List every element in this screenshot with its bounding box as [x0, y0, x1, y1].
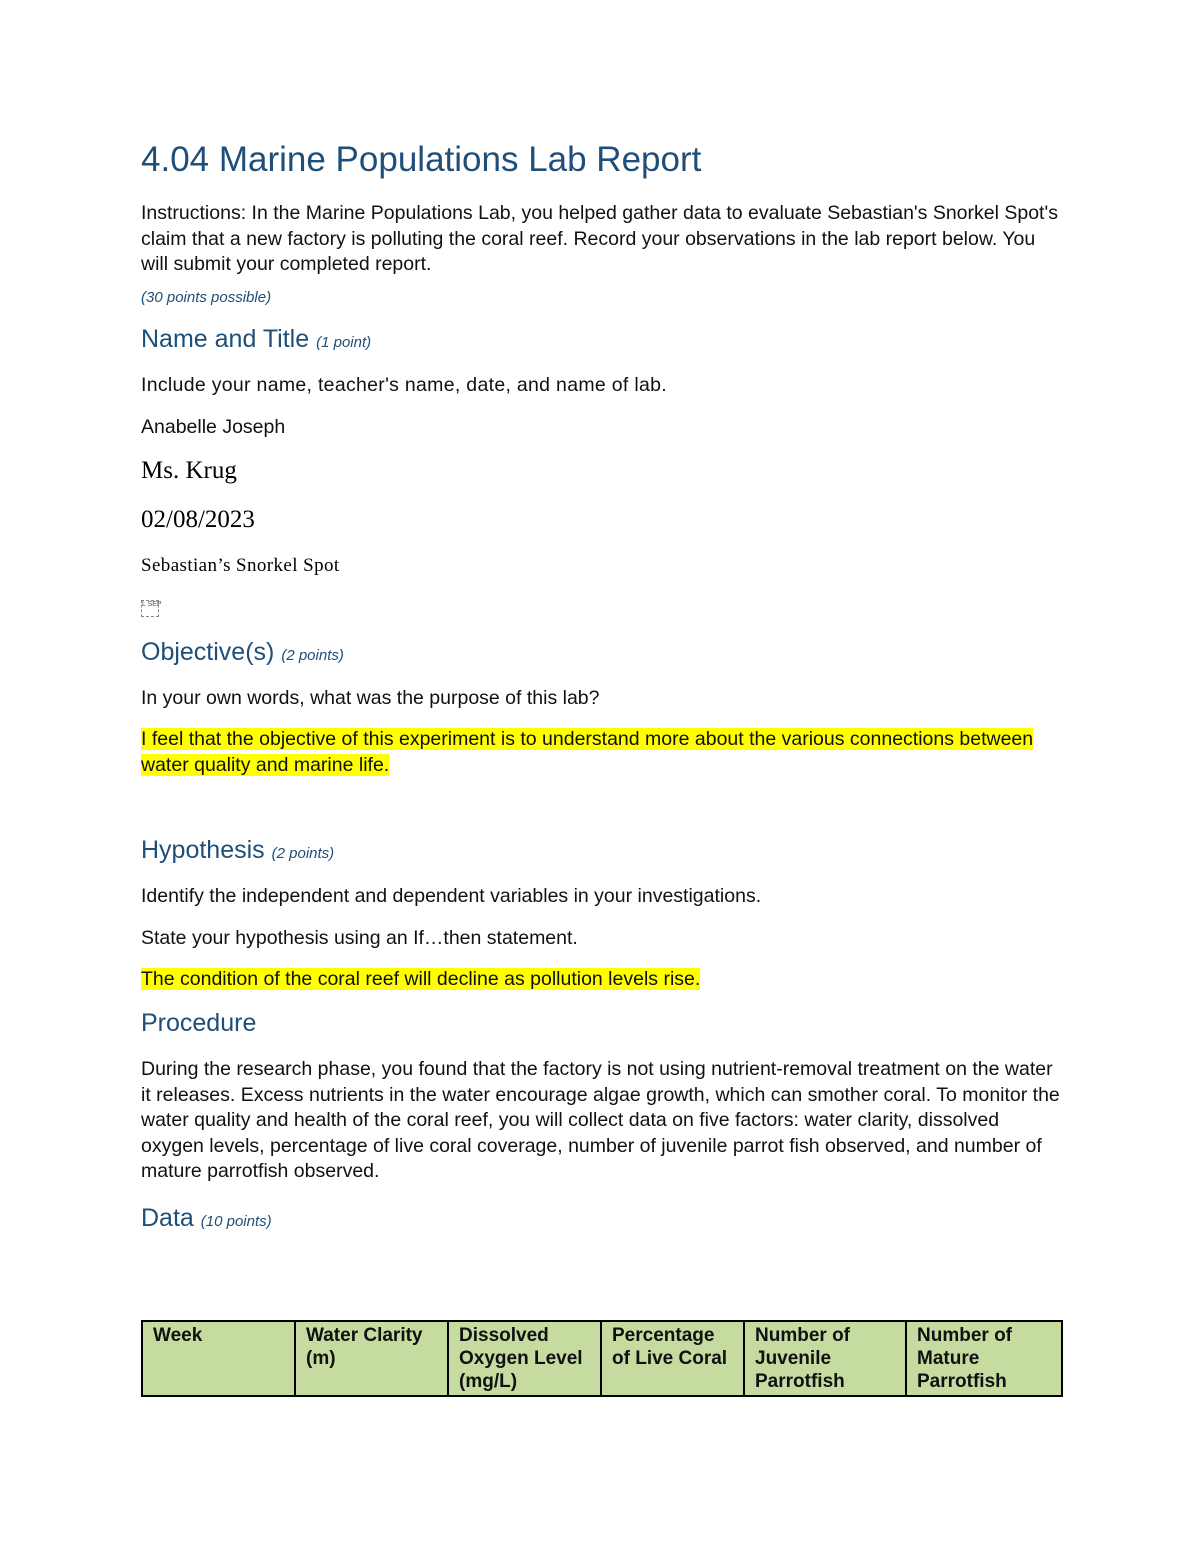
- name-section-heading: [141, 325, 371, 354]
- data-table: [141, 1320, 1063, 1397]
- data-section-title: Data: [141, 1204, 194, 1232]
- header-mature-parrotfish: Number of Mature Parrotfish: [906, 1321, 1062, 1396]
- separator-mark: L SEP: [141, 600, 159, 617]
- table-header-row: [142, 1321, 1062, 1396]
- data-section-heading: [141, 1204, 272, 1233]
- objective-answer-text: I feel that the objective of this experiment is to understand more about the various connections between water quality and marine life.: [141, 728, 1034, 776]
- name-section-prompt: Include your name, teacher's name, date, and name of lab.: [141, 374, 667, 396]
- hypothesis-section-points: (2 points): [271, 845, 335, 862]
- name-section-title: Name and Title: [141, 325, 310, 353]
- procedure-heading: Procedure: [141, 1009, 257, 1037]
- hypothesis-section-title: Hypothesis: [141, 836, 265, 864]
- student-name: Anabelle Joseph: [141, 416, 286, 438]
- header-water-clarity: Water Clarity (m): [295, 1321, 448, 1396]
- lab-name: Sebastian’s Snorkel Spot: [141, 555, 340, 576]
- points-possible: (30 points possible): [141, 289, 272, 306]
- hypothesis-answer: [141, 967, 700, 993]
- header-dissolved-oxygen: Dissolved Oxygen Level (mg/L): [448, 1321, 601, 1396]
- hypothesis-section-heading: [141, 836, 334, 865]
- objective-answer: [141, 727, 1066, 778]
- hypothesis-prompt-statement: State your hypothesis using an If…then statement.: [141, 927, 578, 949]
- page-title: 4.04 Marine Populations Lab Report: [141, 140, 702, 179]
- teacher-name: Ms. Krug: [141, 457, 237, 484]
- header-week: Week: [142, 1321, 295, 1396]
- objective-section-points: (2 points): [281, 647, 344, 664]
- instructions-text: Instructions: In the Marine Populations Lab, you helped gather data to evaluate Sebastian's Snorkel Spot's claim that a new factory is polluting the coral reef. Record your observations in the lab report below. You will submit your completed report.: [141, 202, 1058, 275]
- objective-prompt: In your own words, what was the purpose of this lab?: [141, 687, 600, 709]
- name-section-points: (1 point): [316, 334, 372, 351]
- data-section-points: (10 points): [200, 1213, 272, 1230]
- hypothesis-prompt-variables: Identify the independent and dependent variables in your investigations.: [141, 885, 762, 907]
- hypothesis-answer-text: The condition of the coral reef will decline as pollution levels rise.: [141, 968, 701, 990]
- header-live-coral: Percentage of Live Coral: [601, 1321, 744, 1396]
- report-date: 02/08/2023: [141, 506, 255, 533]
- procedure-text: During the research phase, you found that the factory is not using nutrient-removal treatment on the water it releases. Excess nutrients in the water encourage algae growth, which can smother coral. To monitor the water quality and health of the coral reef, you will collect data on five factors: water clarity, dissolved oxygen levels, percentage of live coral coverage, number of juvenile parrot fish observed, and number of mature parrotfish observed.: [141, 1058, 1060, 1182]
- objective-section-heading: [141, 638, 344, 667]
- objective-section-title: Objective(s): [141, 638, 275, 666]
- header-juvenile-parrotfish: Number of Juvenile Parrotfish: [744, 1321, 906, 1396]
